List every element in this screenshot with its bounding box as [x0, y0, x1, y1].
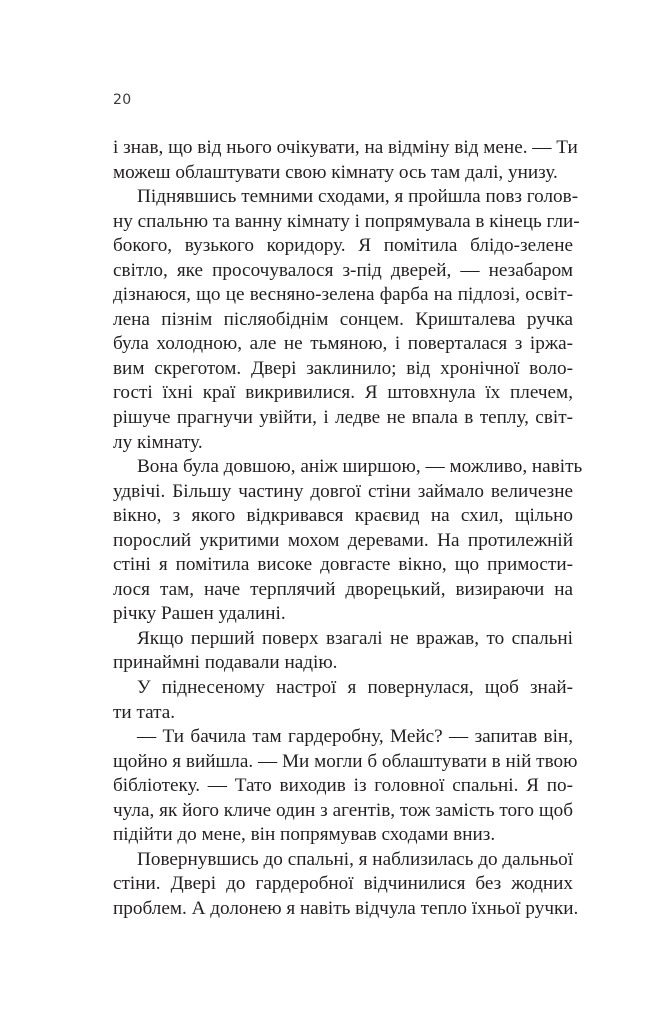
text-line: принаймні подавали надію. — [113, 652, 338, 674]
text-line: — Ти бачила там гардеробну, Мейс? — запитав він, — [137, 726, 573, 748]
paragraph — [113, 848, 579, 922]
paragraph — [113, 455, 583, 627]
text-line: Піднявшись темними сходами, я пройшла повз голов- — [137, 186, 579, 208]
paragraph — [113, 185, 580, 455]
text-line: можеш облаштувати свою кімнату ось там далі, унизу. — [113, 161, 558, 183]
text-line: лу кімнату. — [113, 431, 203, 453]
text-line: бокого, вузького коридору. Я помітила блідо-зелене — [113, 235, 573, 257]
text-line: була холодною, але не тьмяною, і поверталася з іржа- — [113, 333, 573, 355]
text-line: світло, яке просочувалося з-під дверей, — незабаром — [113, 259, 573, 281]
paragraph — [113, 136, 578, 185]
text-line: річку Рашен удалині. — [113, 603, 286, 625]
text-line: чула, як його кличе один з агентів, тож замість того щоб — [113, 799, 573, 821]
text-line: гості їхні краї викривилися. Я штовхнула їх плечем, — [113, 382, 573, 404]
body-text — [113, 136, 583, 922]
text-line: щойно я вийшла. — Ми могли б облаштувати в ній твою — [113, 750, 578, 772]
text-line: стіні я помітила високе довгасте вікно, що примости- — [113, 554, 573, 576]
text-line: удвічі. Більшу частину довгої стіни займало величезне — [113, 480, 573, 502]
text-line: ну спальню та ванну кімнату і попрямувала в кінець гли- — [113, 210, 580, 232]
paragraph — [113, 725, 578, 848]
text-line: вікно, з якого відкривався краєвид на схил, щільно — [113, 505, 573, 527]
text-line: У піднесеному настрої я повернулася, щоб знай- — [137, 677, 573, 699]
text-line: рішуче прагнучи увійти, і ледве не впала в теплу, світ- — [113, 407, 573, 429]
text-line: стіни. Двері до гардеробної відчинилися без жодних — [113, 873, 573, 895]
paragraph — [113, 627, 573, 676]
text-line: ти тата. — [113, 701, 176, 723]
text-line: лося там, наче терплячий дворецький, визираючи на — [113, 578, 573, 600]
text-line: бібліотеку. — Тато виходив із головної спальні. Я по- — [113, 775, 573, 797]
text-line: лена пізнім післяобіднім сонцем. Кришталева ручка — [113, 308, 573, 330]
text-line: Повернувшись до спальні, я наблизилась до дальньої — [137, 848, 574, 870]
paragraph — [113, 676, 573, 725]
text-line: Вона була довшою, аніж ширшою, — можливо, навіть — [137, 456, 583, 478]
text-line: Якщо перший поверх взагалі не вражав, то спальні — [137, 627, 573, 649]
text-line: вим скреготом. Двері заклинило; від хронічної воло- — [113, 357, 573, 379]
text-line: і знав, що від нього очікувати, на відміну від мене. — Ти — [113, 137, 578, 158]
text-line: підійти до мене, він попрямував сходами вниз. — [113, 824, 496, 846]
page-number: 20 — [113, 92, 132, 108]
text-line: порослий укритими мохом деревами. На протилежній — [113, 529, 573, 551]
text-line: дізнаюся, що це весняно-зелена фарба на підлозі, освіт- — [113, 284, 573, 306]
text-line: проблем. А долонею я навіть відчула тепло їхньої ручки. — [113, 897, 579, 919]
